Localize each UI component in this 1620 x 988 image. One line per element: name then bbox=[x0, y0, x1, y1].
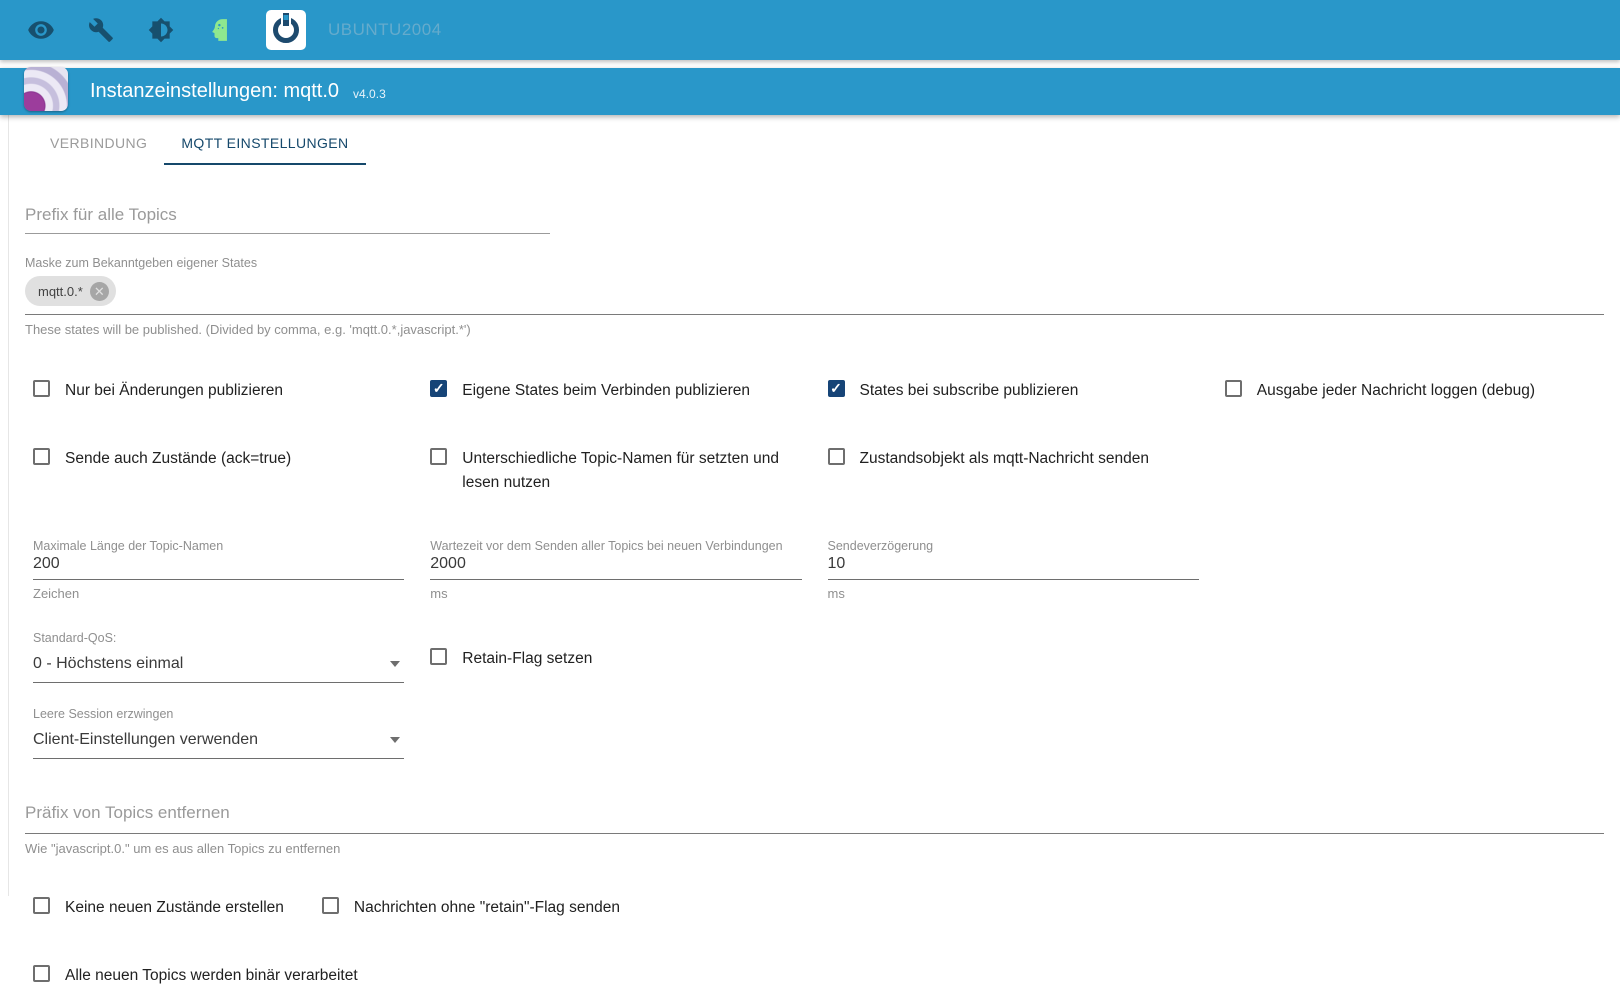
checkbox-label: Ausgabe jeder Nachricht loggen (debug) bbox=[1256, 382, 1536, 399]
host-name: UBUNTU2004 bbox=[328, 20, 442, 39]
send-interval-input[interactable]: 10 bbox=[828, 555, 1199, 580]
select-label: Standard-QoS: bbox=[33, 631, 117, 646]
max-topic-length-input[interactable]: 200 bbox=[33, 555, 404, 580]
head-icon[interactable] bbox=[206, 15, 236, 45]
remove-prefix-underline bbox=[25, 833, 1604, 834]
numeric-inputs-row bbox=[25, 521, 1604, 601]
field-helper: ms bbox=[430, 586, 448, 602]
dialog-header bbox=[0, 68, 1620, 115]
select-value: Client-Einstellungen verwenden bbox=[33, 731, 259, 749]
checkbox-box[interactable] bbox=[33, 448, 50, 465]
brightness-icon[interactable] bbox=[146, 15, 176, 45]
iobroker-logo-dot bbox=[284, 15, 289, 20]
checkbox-row-2 bbox=[25, 447, 1604, 495]
tab-bar bbox=[9, 115, 1620, 165]
field-helper: Zeichen bbox=[33, 586, 80, 602]
field-label: Maximale Länge der Topic-Namen bbox=[33, 539, 224, 554]
checkbox-no-retain-flag[interactable] bbox=[322, 896, 620, 920]
dialog-body bbox=[8, 115, 1620, 985]
checkbox-label: States bei subscribe publizieren bbox=[859, 382, 1079, 399]
mask-field-label: Maske zum Bekanntgeben eigener States bbox=[25, 256, 258, 270]
tab-mqtt-einstellungen[interactable]: MQTT EINSTELLUNGEN bbox=[164, 121, 365, 165]
default-qos-select[interactable] bbox=[33, 655, 404, 683]
checkbox-retain-flag[interactable] bbox=[430, 647, 801, 671]
adapter-version: v4.0.3 bbox=[353, 86, 386, 101]
mqtt-adapter-icon bbox=[24, 67, 68, 111]
checkbox-publish-on-change[interactable] bbox=[33, 379, 404, 403]
chip-close-icon[interactable]: ✕ bbox=[90, 282, 109, 301]
field-label: Sendeverzögerung bbox=[827, 539, 934, 554]
field-helper: ms bbox=[827, 586, 845, 602]
send-delay-on-connect-input[interactable]: 2000 bbox=[430, 555, 801, 580]
checkbox-label: Zustandsobjekt als mqtt-Nachricht senden bbox=[859, 450, 1149, 468]
wrench-icon[interactable] bbox=[86, 15, 116, 45]
checkbox-debug-log[interactable] bbox=[1225, 379, 1596, 403]
checkbox-label: Unterschiedliche Topic-Namen für setzten und lesen nutzen bbox=[462, 450, 780, 492]
prefix-field-underline bbox=[25, 233, 550, 234]
session-row bbox=[25, 707, 1604, 759]
checkbox-label: Retain-Flag setzen bbox=[462, 650, 593, 668]
mask-field bbox=[25, 256, 1604, 337]
checkbox-no-new-states[interactable] bbox=[33, 896, 284, 920]
checkbox-box[interactable] bbox=[33, 897, 50, 914]
visibility-icon[interactable] bbox=[26, 15, 56, 45]
checkbox-different-topic-names[interactable] bbox=[430, 447, 801, 495]
chevron-down-icon bbox=[390, 661, 400, 667]
retain-flag-wrap bbox=[430, 631, 801, 671]
bar-gap bbox=[0, 60, 1620, 68]
prefix-field-label: Prefix für alle Topics bbox=[25, 205, 177, 224]
checkbox-row-1 bbox=[25, 379, 1604, 403]
checkbox-row-3 bbox=[25, 896, 1604, 920]
mask-chip-input[interactable] bbox=[25, 276, 1604, 315]
clean-session-select[interactable] bbox=[33, 731, 404, 759]
checkbox-label: Eigene States beim Verbinden publizieren bbox=[462, 382, 751, 399]
field-label: Wartezeit vor dem Senden aller Topics bei neuen Verbindungen bbox=[430, 539, 783, 554]
checkbox-box[interactable] bbox=[430, 380, 447, 397]
checkbox-send-state-object[interactable] bbox=[828, 447, 1199, 495]
send-interval-field bbox=[828, 521, 1199, 601]
select-value: 0 - Höchstens einmal bbox=[33, 655, 184, 673]
checkbox-label: Nachrichten ohne "retain"-Flag senden bbox=[353, 899, 620, 917]
remove-prefix-helper: Wie "javascript.0." um es aus allen Topics zu entfernen bbox=[25, 841, 341, 857]
remove-prefix-label: Präfix von Topics entfernen bbox=[25, 803, 230, 823]
clean-session-select-field bbox=[33, 707, 404, 759]
checkbox-binary-topics[interactable] bbox=[33, 964, 358, 988]
checkbox-label: Alle neuen Topics werden binär verarbeitet bbox=[65, 967, 358, 985]
checkbox-label: Keine neuen Zustände erstellen bbox=[65, 899, 284, 917]
chevron-down-icon bbox=[390, 737, 400, 743]
checkbox-box[interactable] bbox=[828, 380, 845, 397]
checkbox-box[interactable] bbox=[33, 380, 50, 397]
settings-form bbox=[9, 205, 1620, 988]
checkbox-label: Nur bei Änderungen publizieren bbox=[65, 382, 284, 399]
select-label: Leere Session erzwingen bbox=[33, 707, 174, 722]
top-app-bar bbox=[0, 0, 1620, 60]
mask-field-helper: These states will be published. (Divided by comma, e.g. 'mqtt.0.*,javascript.*') bbox=[25, 322, 471, 337]
checkbox-send-ack-states[interactable] bbox=[33, 447, 404, 495]
checkbox-row-4 bbox=[25, 964, 1604, 988]
checkbox-box[interactable] bbox=[1225, 380, 1242, 397]
checkbox-publish-states-on-subscribe[interactable] bbox=[828, 379, 1199, 403]
checkbox-box[interactable] bbox=[430, 448, 447, 465]
checkbox-label: Sende auch Zustände (ack=true) bbox=[65, 450, 292, 468]
send-delay-on-connect-field bbox=[430, 521, 801, 601]
max-topic-length-field bbox=[33, 521, 404, 601]
mask-chip-text: mqtt.0.* bbox=[38, 283, 83, 299]
tab-verbindung[interactable]: VERBINDUNG bbox=[50, 135, 148, 151]
checkbox-box[interactable] bbox=[430, 648, 447, 665]
checkbox-publish-own-states-on-connect[interactable] bbox=[430, 379, 801, 403]
default-qos-select-field bbox=[33, 631, 404, 683]
iobroker-logo[interactable] bbox=[266, 10, 306, 50]
qos-row bbox=[25, 631, 1604, 683]
prefix-field[interactable] bbox=[25, 205, 550, 234]
mask-chip bbox=[25, 276, 116, 306]
checkbox-box[interactable] bbox=[828, 448, 845, 465]
checkbox-box[interactable] bbox=[33, 965, 50, 982]
dialog-title: Instanzeinstellungen: mqtt.0 bbox=[90, 80, 340, 102]
checkbox-box[interactable] bbox=[322, 897, 339, 914]
remove-prefix-field[interactable] bbox=[25, 803, 1604, 856]
